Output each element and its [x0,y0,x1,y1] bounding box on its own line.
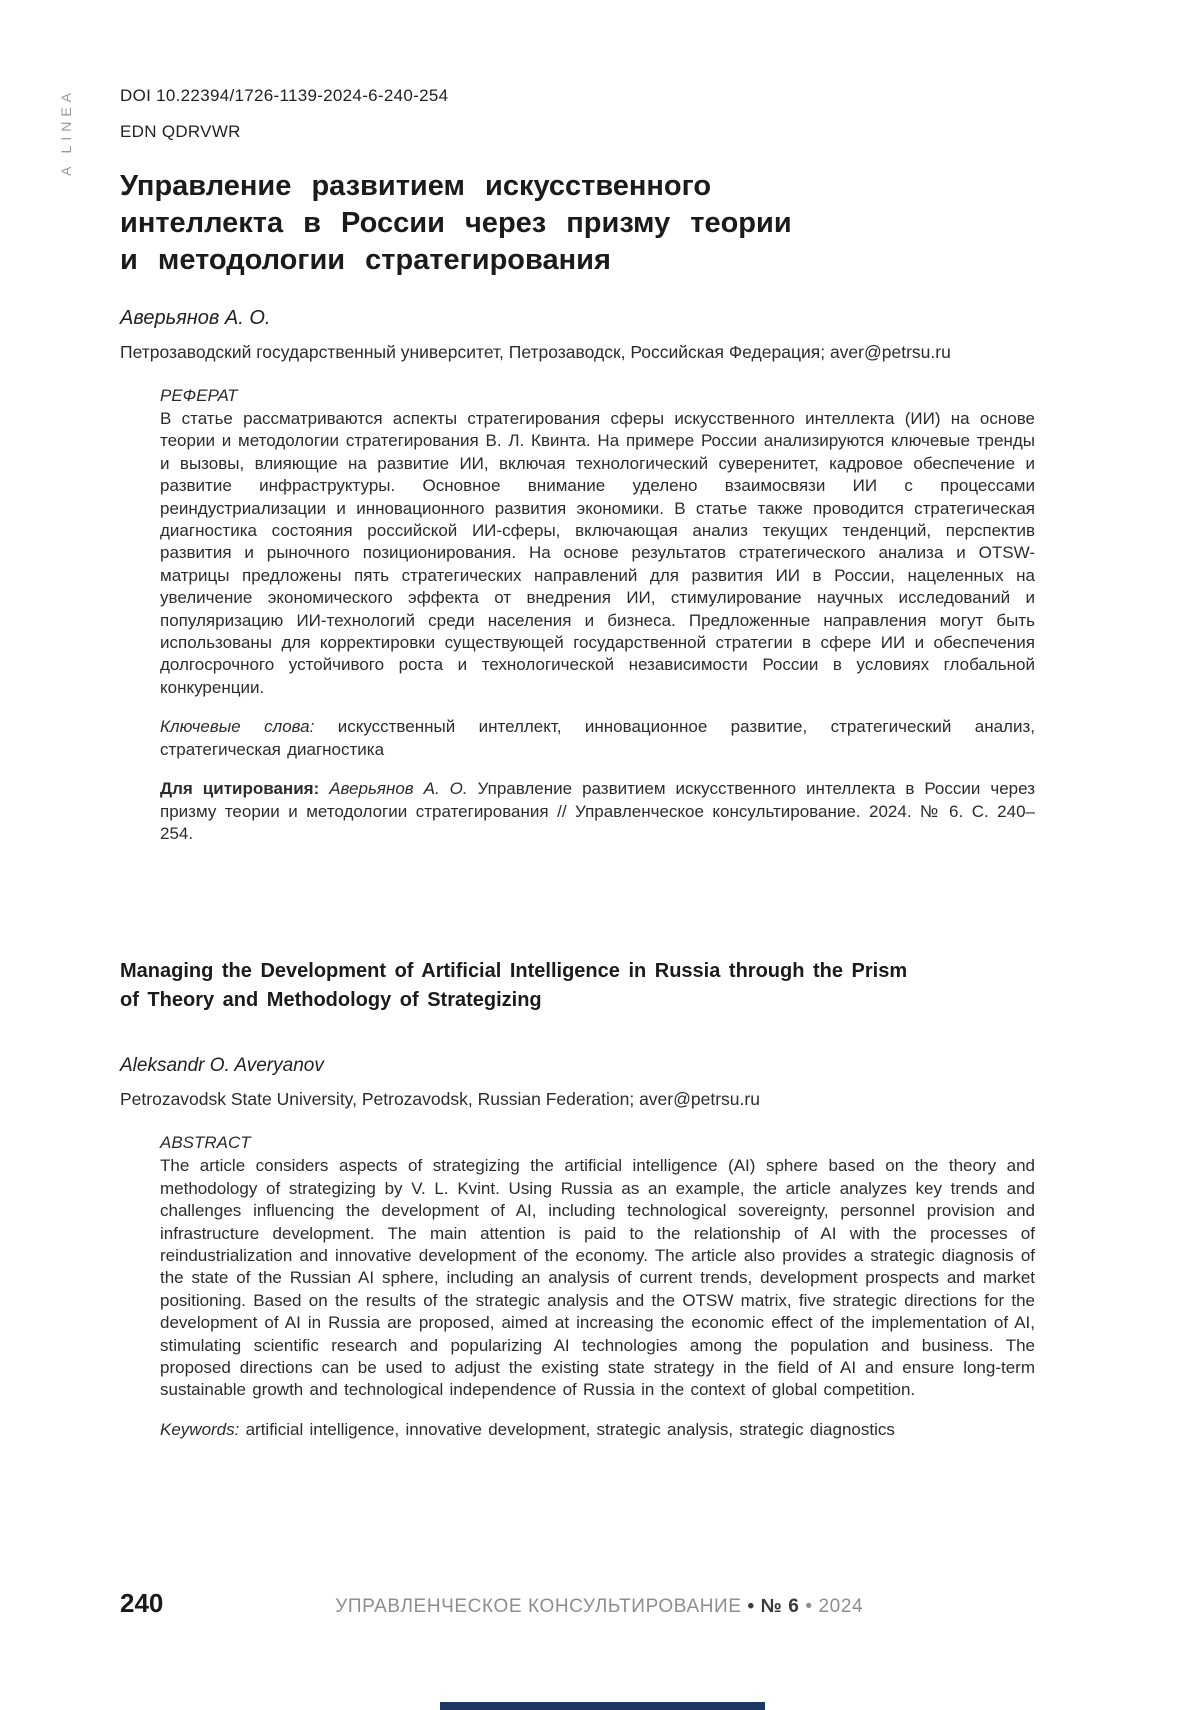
page-number: 240 [120,1588,164,1618]
journal-separator-1: • [747,1596,755,1617]
affiliation-en: Petrozavodsk State University, Petrozavodsk, Russian Federation; aver@petrsu.ru [120,1089,760,1110]
page-content [120,0,1035,1441]
keywords-en-block [160,1419,1035,1441]
journal-line [163,1596,1035,1618]
abstract-en-heading: ABSTRACT [160,1133,251,1153]
affiliation-ru: Петрозаводский государственный университет, Петрозаводск, Российская Федерация; aver@petrsu.ru [120,342,951,362]
keywords-ru-block [160,716,1035,761]
journal-separator-2: • [805,1596,813,1617]
abstract-ru-heading: РЕФЕРАТ [160,386,238,405]
author-ru: Аверьянов А. О. [120,307,271,329]
article-title-ru-line-3: и методологии стратегирования [120,244,611,276]
edn: EDN QDRVWR [120,122,241,141]
keywords-ru-paragraph [160,716,1035,761]
article-title-en-line-1: Managing the Development of Artificial Intelligence in Russia through the Prism [120,960,908,983]
citation-author: Аверьянов А. О. [319,779,468,799]
citation-block [160,778,1035,845]
rubric-side-label: A LINEA [58,88,74,176]
abstract-en-text: The article considers aspects of strategizing the artificial intelligence (AI) sphere based on the theory and methodology of strategizing by V. L. Kvint. Using Russia as an example, the article analyzes key trends and challenges influencing the development of AI, including technological sovereignty, personnel provision and infrastructure development. The main attention is paid to the relationship of AI with the processes of reindustrialization and innovative development of the economy. The article also provides a strategic diagnosis of the state of the Russian AI sphere, including an analysis of current trends, development prospects and market positioning. Based on the results of the strategic analysis and the OTSW matrix, five strategic directions for the development of AI in Russia are proposed, aimed at increasing the economic effect of the implementation of AI, stimulating scientific research and popularizing AI technologies among the population and business. The proposed directions can be used to adjust the existing state strategy in the field of AI and ensure long-term sustainable growth and technological independence of Russia in the context of global competition. [160,1156,1035,1400]
abstract-ru-text: В статье рассматриваются аспекты стратегирования сферы искусственного интеллекта (ИИ) на основе теории и методологии стратегирования В. Л. Квинта. На примере России анализируются ключевые тренды и вызовы, влияющие на развитие ИИ, включая технологический суверенитет, кадровое обеспечение и развитие инфраструктуры. Основное внимание уделено взаимосвязи ИИ с процессами реиндустриализации и инновационного развития экономики. В статье также проводится стратегическая диагностика состояния российской ИИ-сферы, включающая анализ текущих тенденций, перспектив развития и рыночного позиционирования. На основе результатов стратегического анализа и OTSW-матрицы предложены пять стратегических направлений для развития ИИ в России, нацеленных на увеличение экономического эффекта от внедрения ИИ, стимулирование научных исследований и популяризацию ИИ-технологий среди населения и бизнеса. Предложенные направления могут быть использованы для корректировки существующей государственной стратегии в сфере ИИ и обеспечения долгосрочного устойчивого роста и технологической независимости России в условиях глобальной конкуренции. [160,409,1035,697]
citation-label: Для цитирования: [160,779,320,799]
article-title-ru-line-1: Управление развитием искусственного [120,170,712,202]
abstract-en-block [160,1133,1035,1401]
citation-paragraph [160,778,1035,845]
keywords-ru-label: Ключевые слова: [160,717,315,737]
article-title-ru [120,168,1035,279]
bottom-accent-bar [440,1702,765,1710]
article-title-en-line-2: of Theory and Methodology of Strategizing [120,989,542,1012]
journal-year: 2024 [818,1596,864,1617]
journal-name: УПРАВЛЕНЧЕСКОЕ КОНСУЛЬТИРОВАНИЕ [335,1596,742,1617]
keywords-en-text: artificial intelligence, innovative development, strategic analysis, strategic diagnostics [239,1419,895,1439]
article-title-ru-line-2: интеллекта в России через призму теории [120,207,792,239]
author-en: Aleksandr O. Averyanov [120,1055,324,1077]
abstract-ru-block [160,386,1035,699]
doi: DOI 10.22394/1726-1139-2024-6-240-254 [120,86,449,105]
keywords-en-label: Keywords: [160,1419,240,1439]
keywords-ru-text: искусственный интеллект, инновационное развитие, стратегический анализ, стратегическая диагностика [160,717,1035,759]
article-title-en [120,957,1035,1015]
keywords-en-paragraph [160,1419,1035,1441]
citation-text: Управление развитием искусственного интеллекта в России через призму теории и методологии стратегирования // Управленческое консультирование. 2024. № 6. С. 240–254. [160,779,1035,843]
page-footer [120,1588,1035,1619]
journal-issue: № 6 [760,1596,800,1617]
